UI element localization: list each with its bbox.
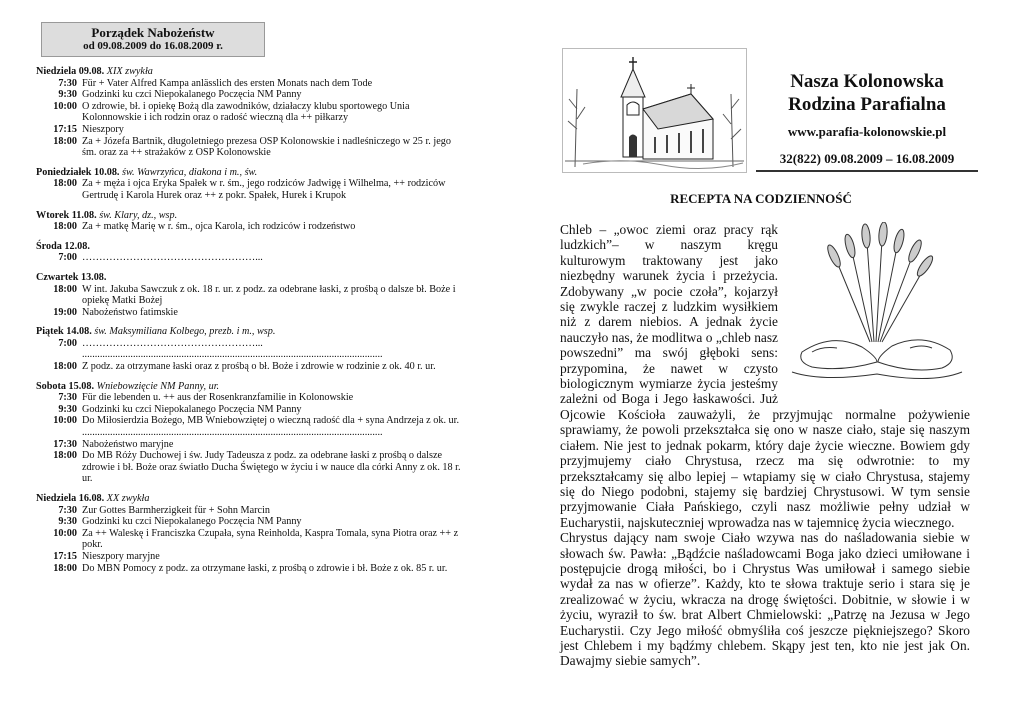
mass-entry (36, 78, 461, 90)
mass-time: 18:00 (53, 221, 77, 233)
mass-entry (36, 427, 461, 439)
day-liturgical-note: XX zwykła (106, 493, 150, 504)
day-heading (36, 241, 461, 253)
mass-entry (36, 415, 461, 427)
day-liturgical-note: XIX zwykła (106, 66, 153, 77)
day-heading (36, 210, 461, 222)
mass-entry (36, 528, 461, 551)
day-date: Piątek 14.08. (36, 326, 92, 338)
schedule-day (36, 326, 461, 372)
mass-entry (36, 439, 461, 451)
hands-with-wheat-icon (782, 222, 970, 392)
mass-intention: Do Miłosierdzia Bożego, MB Wniebowziętej o wieczną radość dla + syna Andrzeja z ok. ur. (82, 415, 460, 427)
mass-entry (36, 338, 461, 350)
day-liturgical-note: św. Klary, dz., wsp. (99, 209, 178, 221)
mass-intention: ...................................................................................................................... (82, 427, 383, 439)
mass-time: 7:30 (58, 392, 77, 404)
day-date: Poniedziałek 10.08. (36, 166, 120, 178)
mass-entry (36, 124, 461, 136)
mass-intention: Za ++ Waleskę i Franciszka Czupała, syna Reinholda, Kaspra Tomala, syna Piotra oraz ++ z pokr. (82, 527, 459, 551)
schedule-day (36, 167, 461, 202)
mass-time: 9:30 (58, 516, 77, 528)
schedule-day (36, 272, 461, 318)
mass-entry (36, 284, 461, 307)
schedule-day (36, 493, 461, 574)
mass-time: 10:00 (53, 415, 77, 427)
day-date: Sobota 15.08. (36, 380, 95, 392)
mass-time: 17:30 (53, 438, 77, 450)
article-paragraph-2: Chrystus dający nam swoje Ciało wzywa nas do naśladowania siebie w słowach św. Pawła: „Bądźcie naśladowcami Boga jako dzieci umiłowane i postępujcie drogą miłości, bo i Chrystus Was umiłował i samego siebie wydał za nas w ofierze”. Każdy, kto te słowa traktuje serio i stara się je zrealizować w życiu, wkracza na drogę świętości. Dobitnie, w słowie i w życiu, wyraził to św. brat Albert Chmielowski: „Patrzę na Jezusa w Jego Eucharystii. Czy Jego miłość obmyśliła coś jeszcze piękniejszego? Skoro jest Chlebem i my bądźmy chlebem. Skąpy jest ten, kto nie jest jak On. Dawajmy siebie samych”. (560, 530, 970, 669)
day-date: Niedziela 16.08. (36, 493, 105, 504)
article-body (560, 222, 970, 669)
article-paragraph-1: Chleb – „owoc ziemi oraz pracy rąk ludzkich”– w naszym kręgu kulturowym traktowany jest jako niezbędny warunek życia i przeżycia. Zdobywany „w pocie czoła”, kojarzył się zwykle raczej z ludzkim wysiłkiem niż z darem niebios. A jednak życie nauczyło nas, że modlitwa o „chleb nasz powszedni” ma swój głęboki sens: przypomina, że nawet w czysto biologicznym wymiarze życia jesteśmy zależni od Boga i Jego łaskawości. Już Ojcowie Kościoła zauważyli, że przyjmując normalne pożywienie sprawiamy, że powoli przekształca się ono w nasze ciało, staje się naszym ciałem. Nie jest to jednak pokarm, który daje życie wieczne. Bowiem gdy przyjmujemy ciało Chrystusa, rzecz ma się odwrotnie: to my przekształcamy się albo lepiej – wtapiamy się w ciało Chrystusa, stajemy się do Niego podobni, stajemy się bardziej Chrystusowi. W tym sensie przyjmowanie Ciała Pańskiego, czyli nasz możliwie pełny udział w Eucharystii, najskuteczniej wprowadza nas w tajemnicę życia wiecznego. (560, 222, 970, 530)
mass-intention: O zdrowie, bł. i opiekę Bożą dla zawodników, działaczy klubu sportowego Unia Kolonnowskie i ich rodzin oraz o radość wieczną dla ++ piłkarzy (82, 100, 410, 124)
article-title: RECEPTA NA CODZIENNOŚĆ (670, 191, 852, 206)
masthead-title-line2: Rodzina Parafialna (788, 94, 946, 115)
mass-time: 18:00 (53, 562, 77, 574)
day-heading (36, 66, 461, 78)
mass-time: 17:15 (53, 550, 77, 562)
schedule-header (41, 22, 265, 57)
mass-time: 19:00 (53, 306, 77, 318)
schedule-dates: od 09.08.2009 do 16.08.2009 r. (83, 40, 223, 52)
mass-time: 7:30 (58, 77, 77, 89)
mass-intention: Za + matkę Marię w r. śm., ojca Karola, ich rodziców i rodzeństwo (82, 221, 356, 233)
mass-time: 7:30 (58, 504, 77, 516)
mass-intention: Nieszpory maryjne (82, 550, 160, 562)
mass-entry (36, 252, 461, 264)
mass-time: 18:00 (53, 361, 77, 373)
day-heading (36, 326, 461, 338)
mass-time: 7:00 (58, 337, 77, 349)
mass-intention: Do MBN Pomocy z podz. za otrzymane łaski, z prośbą o zdrowie i bł. Boże z ok. 85 r. ur. (82, 562, 448, 574)
mass-entry (36, 392, 461, 404)
day-date: Środa 12.08. (36, 240, 90, 252)
mass-entry (36, 404, 461, 416)
mass-time: 10:00 (53, 100, 77, 112)
mass-time: 9:30 (58, 89, 77, 101)
mass-entry (36, 551, 461, 563)
mass-entry (36, 349, 461, 361)
mass-intention: Z podz. za otrzymane łaski oraz z prośbą o bł. Boże i zdrowie w rodzinie z ok. 40 r. ur. (82, 361, 436, 373)
mass-intention: Za + Józefa Bartnik, długoletniego prezesa OSP Kolonowskie i nadleśniczego w 25 r. jego śm. oraz za ++ strażaków z OSP Kolonowskie (82, 135, 451, 159)
mass-time: 18:00 (53, 135, 77, 147)
church-drawing-icon (562, 48, 747, 173)
issue-number: 32(822) 09.08.2009 – 16.08.2009 (756, 151, 978, 172)
mass-intention: ……………………………………………... (82, 337, 263, 349)
mass-intention: Zur Gottes Barmherzigkeit für + Sohn Marcin (82, 504, 270, 516)
day-heading (36, 493, 461, 505)
schedule-day (36, 210, 461, 233)
parish-website-link[interactable]: www.parafia-kolonowskie.pl (787, 124, 947, 139)
day-heading (36, 272, 461, 284)
mass-intention: ...................................................................................................................... (82, 349, 383, 361)
mass-time (36, 427, 82, 439)
mass-entry (36, 361, 461, 373)
day-date: Czwartek 13.08. (36, 271, 107, 283)
day-liturgical-note: św. Maksymiliana Kolbego, prezb. i m., wsp. (94, 326, 276, 338)
mass-entry (36, 89, 461, 101)
mass-intention: Für die lebenden u. ++ aus der Rosenkranzfamilie in Kolonowskie (82, 392, 354, 404)
mass-intention: Godzinki ku czci Niepokalanego Poczęcia NM Panny (82, 516, 302, 528)
mass-intention: Godzinki ku czci Niepokalanego Poczęcia NM Panny (82, 403, 302, 415)
mass-entry (36, 221, 461, 233)
mass-time: 18:00 (53, 450, 77, 462)
mass-intention: Do MB Róży Duchowej i św. Judy Tadeusza z podz. za odebrane łaski z prośbą o dalsze zdrowie i bł. Boże oraz światło Ducha Świętego w życiu i w nauce dla córki Anny z ok. 18 r. ur. (82, 450, 461, 485)
mass-intention: ……………………………………………... (82, 252, 263, 264)
masthead-title-line1: Nasza Kolonowska (790, 71, 944, 92)
schedule-day (36, 66, 461, 159)
mass-time: 9:30 (58, 403, 77, 415)
schedule-days (36, 66, 461, 574)
day-heading (36, 381, 461, 393)
schedule-day (36, 381, 461, 485)
day-heading (36, 167, 461, 179)
mass-time: 17:15 (53, 123, 77, 135)
mass-entry (36, 516, 461, 528)
mass-intention: Nabożeństwo maryjne (82, 438, 174, 450)
masthead (756, 70, 978, 172)
mass-time: 18:00 (53, 178, 77, 190)
mass-schedule (36, 22, 461, 574)
mass-entry (36, 505, 461, 517)
mass-entry (36, 136, 461, 159)
mass-time: 10:00 (53, 527, 77, 539)
day-date: Niedziela 09.08. (36, 66, 105, 77)
mass-time: 7:00 (58, 252, 77, 264)
mass-entry (36, 307, 461, 319)
mass-entry (36, 101, 461, 124)
day-liturgical-note: Wniebowzięcie NM Panny, ur. (96, 380, 220, 392)
mass-time (36, 349, 82, 361)
mass-intention: Za + męża i ojca Eryka Spałek w r. śm., jego rodziców Jadwigę i Wilhelma, ++ rodziców Gertrudę i Karola Hurek oraz ++ z pokr. Spałek, Hurek i Krupok (82, 178, 446, 201)
mass-intention: W int. Jakuba Sawczuk z ok. 18 r. ur. z podz. za odebrane łaski, z prośbą o dalsze bł. Boże i opiekę Matki Bożej (82, 283, 456, 307)
schedule-title: Porządek Nabożeństw (91, 25, 215, 40)
mass-entry (36, 178, 461, 201)
mass-intention: Nieszpory (82, 123, 124, 135)
mass-entry (36, 563, 461, 575)
mass-time: 18:00 (53, 283, 77, 295)
mass-entry (36, 450, 461, 485)
day-liturgical-note: św. Wawrzyńca, diakona i m., św. (122, 166, 258, 178)
schedule-day (36, 241, 461, 264)
day-date: Wtorek 11.08. (36, 209, 97, 221)
mass-intention: Für + Vater Alfred Kampa anlässlich des ersten Monats nach dem Tode (82, 77, 373, 89)
mass-intention: Nabożeństwo fatimskie (82, 306, 178, 318)
mass-intention: Godzinki ku czci Niepokalanego Poczęcia NM Panny (82, 89, 302, 101)
